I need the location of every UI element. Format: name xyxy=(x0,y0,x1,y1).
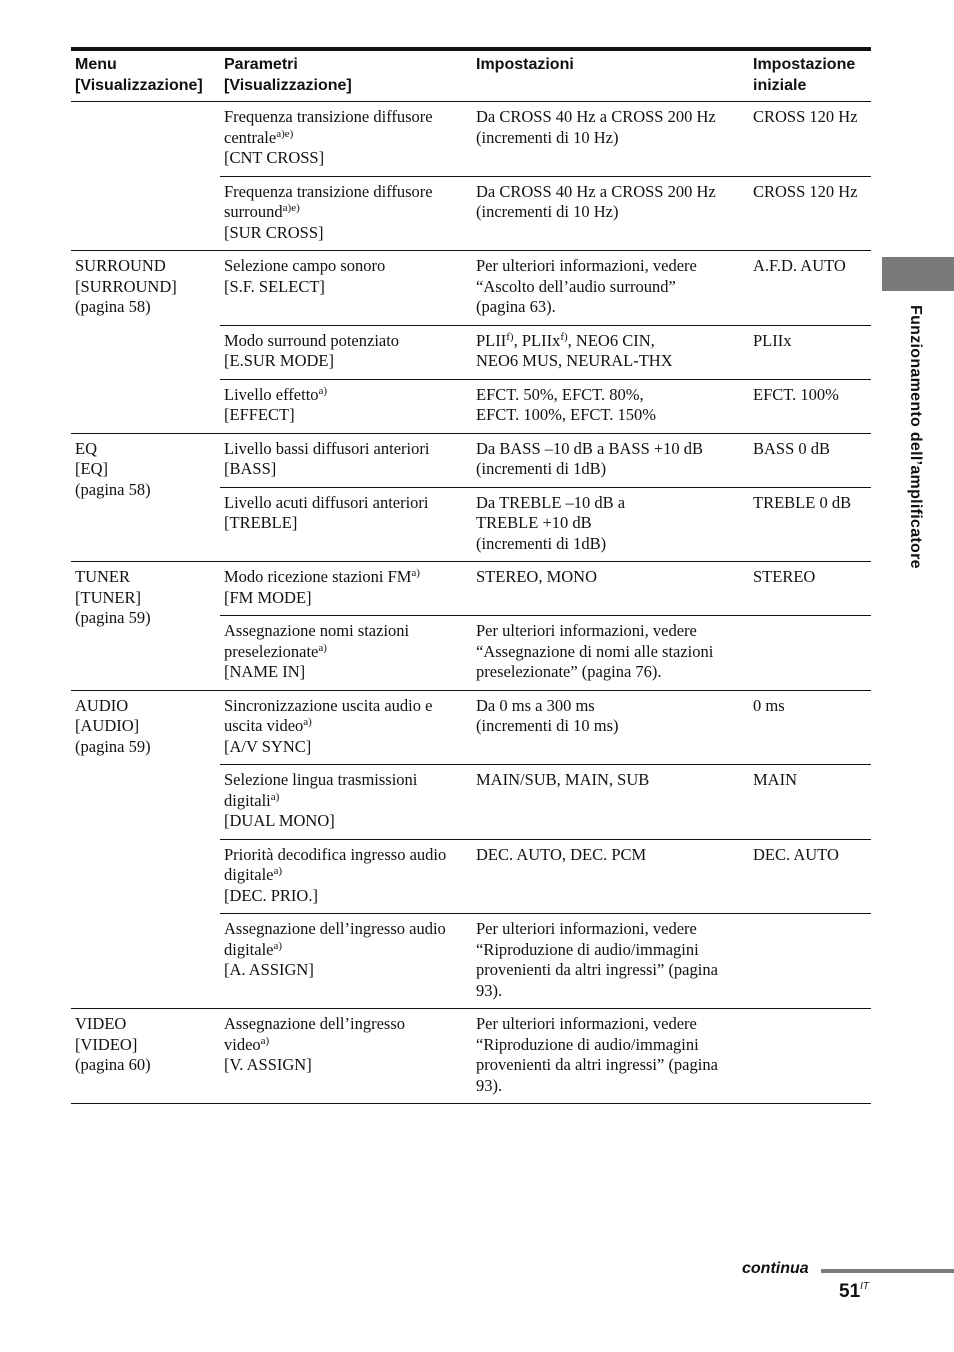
parameter-line-wrap xyxy=(224,1035,468,1056)
settings-line: 93). xyxy=(476,980,503,1000)
parameter-line-wrap xyxy=(224,148,468,169)
parameter-line-wrap xyxy=(224,886,468,907)
footnote-marker: a) xyxy=(273,939,283,952)
continued-label: continua xyxy=(742,1260,809,1277)
parameter-line-wrap xyxy=(224,621,468,642)
parameter-line-wrap xyxy=(224,960,468,981)
settings-line: Da BASS –10 dB a BASS +10 dB xyxy=(476,438,704,458)
parameter-line: [CNT CROSS] xyxy=(224,148,325,167)
parameter-line: Modo surround potenziato xyxy=(224,330,400,350)
parameter-line: Livello acuti diffusori anteriori xyxy=(224,492,429,512)
settings-cell xyxy=(472,379,749,433)
parameter-line: [FM MODE] xyxy=(224,587,312,607)
table-body xyxy=(71,102,871,1104)
settings-table xyxy=(71,51,871,1104)
initial-setting-value: A.F.D. AUTO xyxy=(753,256,846,275)
initial-setting-cell xyxy=(749,690,871,765)
parameter-line-wrap xyxy=(224,865,468,886)
parameter-line-wrap xyxy=(224,277,468,298)
settings-line: preselezionate” (pagina 76). xyxy=(476,662,662,681)
parameter-cell xyxy=(220,176,472,251)
menu-line: [SURROUND] xyxy=(75,276,177,296)
parameter-cell xyxy=(220,690,472,765)
parameter-line-wrap xyxy=(224,256,468,277)
parameter-line-wrap xyxy=(224,642,468,663)
initial-setting-value: 0 ms xyxy=(753,695,785,715)
initial-setting-cell xyxy=(749,487,871,562)
parameter-line-wrap xyxy=(224,662,468,683)
parameter-line-wrap xyxy=(224,696,468,717)
page-language-suffix: IT xyxy=(860,1281,870,1292)
initial-setting-cell xyxy=(749,616,871,691)
parameter-line: Frequenza transizione diffusore xyxy=(224,107,433,126)
settings-cell xyxy=(472,433,749,487)
settings-line: (incrementi di 10 Hz) xyxy=(476,127,619,147)
settings-cell xyxy=(472,102,749,177)
menu-line: [AUDIO] xyxy=(75,716,140,735)
settings-cell xyxy=(472,616,749,691)
parameter-line-wrap xyxy=(224,385,468,406)
parameter-line: Modo ricezione stazioni FM xyxy=(224,567,412,586)
header-parametri: Parametri [Visualizzazione] xyxy=(220,51,472,102)
parameter-cell xyxy=(220,562,472,616)
parameter-line: uscita video xyxy=(224,716,304,735)
initial-setting-value: MAIN xyxy=(753,770,797,789)
parameter-line: [NAME IN] xyxy=(224,662,306,681)
settings-text: PLII xyxy=(476,330,507,350)
footnote-marker: a) xyxy=(303,716,312,728)
initial-setting-value: CROSS 120 Hz xyxy=(753,107,858,126)
initial-setting-cell xyxy=(749,765,871,840)
parameter-line-wrap xyxy=(224,737,468,758)
footnote-marker: a) xyxy=(260,1034,270,1047)
menu-line: (pagina 60) xyxy=(75,1055,151,1074)
initial-setting-cell xyxy=(749,102,871,177)
parameter-cell xyxy=(220,839,472,914)
parameter-line-wrap xyxy=(224,845,468,866)
initial-setting-cell xyxy=(749,562,871,616)
settings-text: , PLIIx xyxy=(513,330,561,350)
parameter-line: Sincronizzazione uscita audio e xyxy=(224,695,433,715)
settings-line: TREBLE +10 dB xyxy=(476,513,592,532)
settings-cell xyxy=(472,839,749,914)
parameter-line-wrap xyxy=(224,770,468,791)
parameter-line: [EFFECT] xyxy=(224,405,295,424)
parameter-line-wrap xyxy=(224,588,468,609)
table-row xyxy=(71,562,871,616)
menu-cell xyxy=(71,251,220,434)
settings-line: MAIN/SUB, MAIN, SUB xyxy=(476,770,650,789)
settings-cell xyxy=(472,690,749,765)
footnote-marker: f) xyxy=(560,330,568,343)
settings-line: “Ascolto dell’audio surround” xyxy=(476,276,676,296)
parameter-line: centrale xyxy=(224,127,277,147)
parameter-line: Assegnazione nomi stazioni xyxy=(224,621,410,640)
initial-setting-value: TREBLE 0 dB xyxy=(753,492,852,512)
page-number-value: 51 xyxy=(839,1281,861,1302)
settings-line: DEC. AUTO, DEC. PCM xyxy=(476,844,647,864)
settings-cell xyxy=(472,765,749,840)
parameter-line: digitali xyxy=(224,790,271,810)
parameter-line: Livello effetto xyxy=(224,384,319,404)
parameter-line: Assegnazione dell’ingresso xyxy=(224,1014,405,1033)
menu-line: (pagina 58) xyxy=(75,479,151,499)
parameter-line-wrap xyxy=(224,439,468,460)
parameter-line: [TREBLE] xyxy=(224,513,298,532)
parameter-line-wrap xyxy=(224,459,468,480)
initial-setting-value: DEC. AUTO xyxy=(753,844,839,864)
parameter-line-wrap xyxy=(224,940,468,961)
menu-line: SURROUND xyxy=(75,256,166,275)
menu-line: [TUNER] xyxy=(75,587,141,607)
parameter-line: digitale xyxy=(224,939,274,959)
settings-line: provenienti da altri ingressi” (pagina xyxy=(476,1055,718,1074)
settings-cell xyxy=(472,487,749,562)
menu-line: (pagina 59) xyxy=(75,608,151,627)
parameter-line-wrap xyxy=(224,405,468,426)
settings-line: “Assegnazione di nomi alle stazioni xyxy=(476,641,714,661)
settings-line: NEO6 MUS, NEURAL-THX xyxy=(476,351,673,370)
menu-line: (pagina 58) xyxy=(75,297,151,316)
footnote-marker: a) xyxy=(318,384,328,397)
parameter-line: [V. ASSIGN] xyxy=(224,1055,312,1074)
parameter-line-wrap xyxy=(224,223,468,244)
parameter-line-wrap xyxy=(224,202,468,223)
initial-setting-cell xyxy=(749,325,871,379)
parameter-line: [DUAL MONO] xyxy=(224,811,335,830)
parameter-line-wrap xyxy=(224,182,468,203)
parameter-cell xyxy=(220,102,472,177)
menu-cell xyxy=(71,1009,220,1104)
initial-setting-cell xyxy=(749,251,871,326)
parameter-line: [SUR CROSS] xyxy=(224,222,324,242)
settings-line: Per ulteriori informazioni, vedere xyxy=(476,1014,697,1033)
parameter-line: [A. ASSIGN] xyxy=(224,960,314,979)
settings-line: Da 0 ms a 300 ms xyxy=(476,695,595,715)
settings-cell xyxy=(472,914,749,1009)
initial-setting-value: BASS 0 dB xyxy=(753,438,831,458)
parameter-cell xyxy=(220,325,472,379)
parameter-line-wrap xyxy=(224,791,468,812)
settings-line: (incrementi di 10 ms) xyxy=(476,716,619,735)
parameter-line-wrap xyxy=(224,919,468,940)
menu-cell xyxy=(71,690,220,1009)
menu-line: EQ xyxy=(75,438,97,458)
initial-setting-cell xyxy=(749,914,871,1009)
parameter-cell xyxy=(220,765,472,840)
parameter-line-wrap xyxy=(224,1055,468,1076)
continued-rule xyxy=(821,1269,954,1273)
parameter-line-wrap xyxy=(224,567,468,588)
settings-line xyxy=(476,331,745,352)
parameter-cell xyxy=(220,1009,472,1104)
settings-line: “Riproduzione di audio/immagini xyxy=(476,939,699,959)
parameter-cell xyxy=(220,379,472,433)
parameter-line: Frequenza transizione diffusore xyxy=(224,181,433,201)
settings-cell xyxy=(472,325,749,379)
table-row xyxy=(71,102,871,177)
parameter-line: Selezione lingua trasmissioni xyxy=(224,770,418,789)
parameter-cell xyxy=(220,433,472,487)
menu-cell xyxy=(71,433,220,562)
footnote-marker: a)e) xyxy=(282,202,300,214)
parameter-line-wrap xyxy=(224,1014,468,1035)
settings-line: EFCT. 100%, EFCT. 150% xyxy=(476,405,656,424)
initial-setting-cell xyxy=(749,433,871,487)
initial-setting-value: CROSS 120 Hz xyxy=(753,181,858,201)
parameter-line: [BASS] xyxy=(224,459,277,478)
footnote-marker: a) xyxy=(270,790,280,803)
parameter-line: digitale xyxy=(224,865,274,884)
menu-line: [EQ] xyxy=(75,459,108,478)
settings-cell xyxy=(472,176,749,251)
parameter-line-wrap xyxy=(224,493,468,514)
initial-setting-cell xyxy=(749,839,871,914)
parameter-cell xyxy=(220,914,472,1009)
settings-line: Da CROSS 40 Hz a CROSS 200 Hz xyxy=(476,107,716,126)
page-number xyxy=(839,1281,869,1303)
parameter-line: Selezione campo sonoro xyxy=(224,256,386,275)
footnote-marker: a) xyxy=(318,641,327,654)
parameter-cell xyxy=(220,616,472,691)
table-row xyxy=(71,690,871,765)
parameter-line: [A/V SYNC] xyxy=(224,736,312,756)
table-row xyxy=(71,433,871,487)
settings-line: (incrementi di 1dB) xyxy=(476,459,607,478)
initial-setting-cell xyxy=(749,176,871,251)
parameter-line-wrap xyxy=(224,513,468,534)
header-menu: Menu [Visualizzazione] xyxy=(71,51,220,102)
settings-line: 93). xyxy=(476,1075,503,1095)
parameter-line: [DEC. PRIO.] xyxy=(224,885,318,905)
settings-line: “Riproduzione di audio/immagini xyxy=(476,1034,699,1054)
initial-setting-value: STEREO xyxy=(753,567,816,586)
settings-cell xyxy=(472,251,749,326)
settings-line: provenienti da altri ingressi” (pagina xyxy=(476,960,718,979)
menu-cell xyxy=(71,102,220,251)
settings-text: , NEO6 CIN, xyxy=(567,330,655,350)
table-row xyxy=(71,251,871,326)
initial-setting-cell xyxy=(749,379,871,433)
header-impostazione-iniziale: Impostazione iniziale xyxy=(749,51,871,102)
parameter-line-wrap xyxy=(224,716,468,737)
parameter-line: Priorità decodifica ingresso audio xyxy=(224,844,447,864)
menu-line: AUDIO xyxy=(75,695,129,715)
menu-line: [VIDEO] xyxy=(75,1034,138,1054)
initial-setting-cell xyxy=(749,1009,871,1104)
footnote-marker: a) xyxy=(411,567,420,579)
footnote-marker: a)e) xyxy=(276,127,294,140)
footnote-marker: a) xyxy=(273,865,283,877)
parameter-line-wrap xyxy=(224,331,468,352)
parameter-line: Assegnazione dell’ingresso audio xyxy=(224,919,446,938)
settings-line: (incrementi di 10 Hz) xyxy=(476,202,619,221)
parameter-line: [E.SUR MODE] xyxy=(224,351,334,370)
settings-line: Per ulteriori informazioni, vedere xyxy=(476,256,697,275)
settings-line: Per ulteriori informazioni, vedere xyxy=(476,919,697,938)
menu-cell xyxy=(71,562,220,691)
settings-cell xyxy=(472,1009,749,1104)
settings-line: Per ulteriori informazioni, vedere xyxy=(476,621,697,640)
parameter-line-wrap xyxy=(224,811,468,832)
table-row xyxy=(71,1009,871,1104)
parameter-line-wrap xyxy=(224,128,468,149)
settings-line: (pagina 63). xyxy=(476,297,556,316)
settings-line: STEREO, MONO xyxy=(476,567,598,586)
settings-line: Da TREBLE –10 dB a xyxy=(476,492,626,512)
section-tab-marker xyxy=(882,257,954,291)
table-header-row xyxy=(71,51,871,102)
parameter-line: surround xyxy=(224,202,283,221)
parameter-line-wrap xyxy=(224,107,468,128)
menu-line: TUNER xyxy=(75,567,130,586)
settings-line: (incrementi di 1dB) xyxy=(476,533,607,553)
settings-line: EFCT. 50%, EFCT. 80%, xyxy=(476,384,644,404)
settings-line: Da CROSS 40 Hz a CROSS 200 Hz xyxy=(476,181,716,201)
menu-line: VIDEO xyxy=(75,1014,127,1033)
initial-setting-value: EFCT. 100% xyxy=(753,384,839,404)
menu-line: (pagina 59) xyxy=(75,736,151,756)
parameter-line: video xyxy=(224,1034,261,1054)
header-impostazioni: Impostazioni xyxy=(472,51,749,102)
parameter-line: [S.F. SELECT] xyxy=(224,276,325,296)
initial-setting-value: PLIIx xyxy=(753,330,792,350)
parameter-line-wrap xyxy=(224,351,468,372)
parameter-line: preselezionate xyxy=(224,641,319,661)
section-side-label: Funzionamento dell’amplificatore xyxy=(907,305,924,569)
footnote-marker: f) xyxy=(506,330,514,343)
parameter-line: Livello bassi diffusori anteriori xyxy=(224,438,430,458)
settings-cell xyxy=(472,562,749,616)
parameter-cell xyxy=(220,251,472,326)
parameter-cell xyxy=(220,487,472,562)
